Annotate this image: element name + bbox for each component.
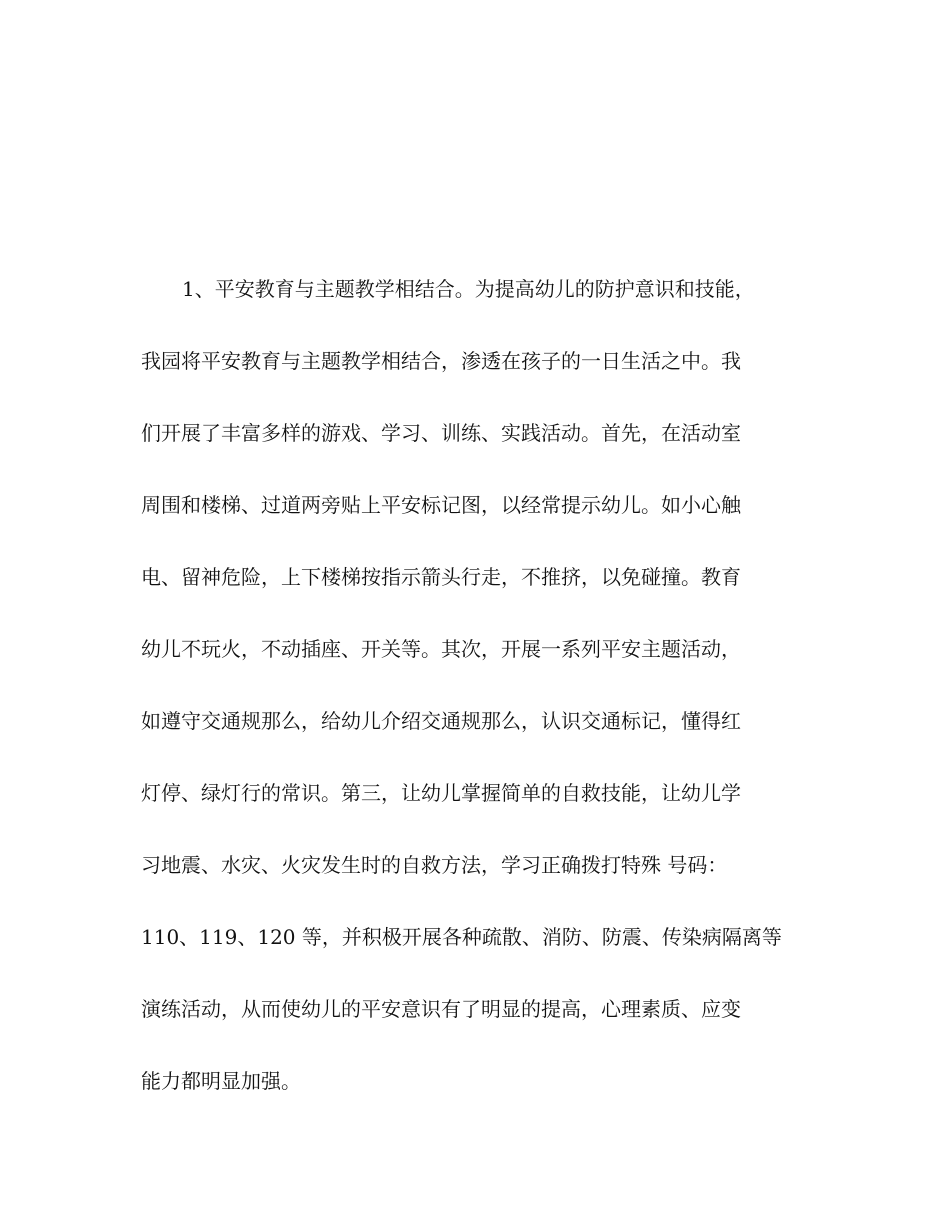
paragraph-line: 们开展了丰富多样的游戏、学习、训练、实践活动。首先，在活动室 — [141, 421, 741, 445]
paragraph-line: 电、留神危险，上下楼梯按指示箭头行走，不推挤，以免碰撞。教育 — [141, 565, 741, 589]
paragraph-line: 习地震、水灾、火灾发生时的自救方法，学习正确拨打特殊 号码： — [141, 853, 728, 877]
paragraph-line: 周围和楼梯、过道两旁贴上平安标记图，以经常提示幼儿。如小心触 — [141, 493, 741, 517]
paragraph-line: 如遵守交通规那么，给幼儿介绍交通规那么，认识交通标记，懂得红 — [141, 709, 741, 733]
paragraph-line: 能力都明显加强。 — [141, 1069, 301, 1093]
paragraph-line: 灯停、绿灯行的常识。第三，让幼儿掌握简单的自救技能，让幼儿学 — [141, 781, 741, 805]
paragraph-line: 幼儿不玩火，不动插座、开关等。其次，开展一系列平安主题活动， — [141, 637, 741, 661]
paragraph — [141, 268, 821, 1132]
paragraph-line: 演练活动，从而使幼儿的平安意识有了明显的提高，心理素质、应变 — [141, 997, 741, 1021]
paragraph-line: 我园将平安教育与主题教学相结合，渗透在孩子的一日生活之中。我 — [141, 349, 741, 373]
paragraph-line: 1、平安教育与主题教学相结合。为提高幼儿的防护意识和技能， — [182, 277, 755, 301]
paragraph-line: 110、119、120 等，并积极开展各种疏散、消防、防震、传染病隔离等 — [141, 925, 782, 949]
